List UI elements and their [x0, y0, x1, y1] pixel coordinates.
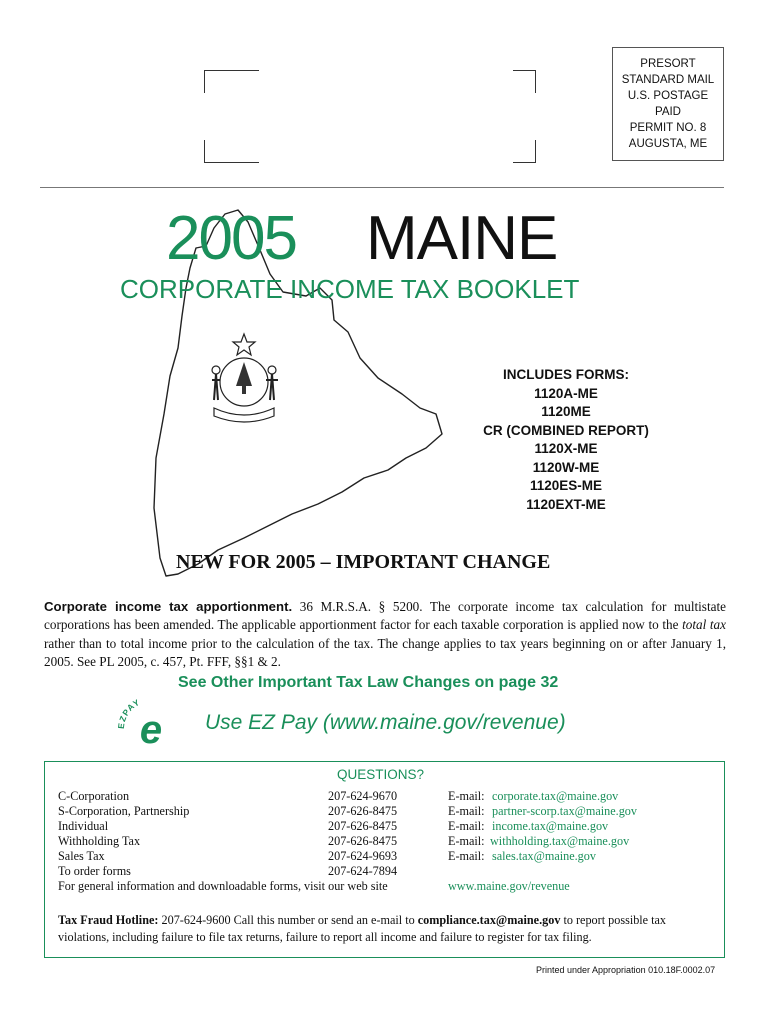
form-item: 1120EXT-ME	[526, 496, 606, 512]
contact-phone: 207-626-8475	[328, 804, 398, 818]
form-item: 1120ES-ME	[529, 478, 603, 493]
email-label: E-mail:	[448, 849, 485, 863]
form-item: 1120ME	[541, 404, 591, 419]
form-item: 1120W-ME	[532, 459, 600, 475]
ezpay-letter: e	[139, 708, 163, 752]
forms-heading: INCLUDES FORMS:	[503, 367, 629, 382]
postage-line: AUGUSTA, ME	[628, 138, 708, 150]
svg-text:EZPAY	[116, 697, 142, 730]
contact-label: Individual	[58, 819, 109, 833]
included-forms-list	[466, 366, 666, 514]
web-site-link[interactable]: www.maine.gov/revenue	[448, 879, 570, 893]
maine-state-seal	[200, 330, 288, 430]
notice-emphasis: total tax	[682, 617, 726, 633]
form-item: 1120A-ME	[534, 385, 598, 401]
contact-phone: 207-626-8475	[328, 834, 398, 848]
email-label: E-mail:	[448, 789, 485, 803]
important-change-heading: NEW FOR 2005 – IMPORTANT CHANGE	[176, 551, 551, 573]
email-label: E-mail:	[448, 819, 485, 833]
fraud-text: 207-624-9600 Call this number or send an e-mail to	[158, 913, 418, 927]
contact-email-link[interactable]: corporate.tax@maine.gov	[492, 789, 619, 803]
contact-label: Withholding Tax	[58, 834, 141, 848]
booklet-year: 2005	[166, 204, 296, 273]
notice-lead: Corporate income tax apportionment.	[44, 599, 293, 614]
postage-line: PRESORT	[640, 58, 696, 70]
notice-text: 36 M.R.S.A. § 5200. The corporate income tax calculation for multistate corporations has been amended. The applicable apportionment factor for each taxable corporation is applied now to the	[44, 599, 726, 633]
ezpay-ring-text: EZPAY	[116, 696, 142, 730]
postage-line: U.S. POSTAGE	[627, 90, 709, 102]
contact-email-link[interactable]: partner-scorp.tax@maine.gov	[492, 804, 637, 818]
contact-phone: 207-624-9670	[328, 789, 398, 803]
divider	[40, 187, 724, 188]
form-item: 1120X-ME	[534, 441, 598, 456]
contact-email-link[interactable]: withholding.tax@maine.gov	[490, 834, 630, 848]
fraud-label: Tax Fraud Hotline:	[58, 913, 159, 927]
booklet-state: MAINE	[366, 204, 558, 273]
postage-line: PERMIT NO. 8	[629, 122, 707, 134]
address-corner-mark	[204, 140, 259, 163]
contact-email-link[interactable]: income.tax@maine.gov	[492, 819, 609, 833]
ezpay-logo	[116, 694, 186, 764]
web-site-text: For general information and downloadable forms, visit our web site	[58, 879, 388, 893]
postage-indicia	[612, 47, 724, 161]
contact-label: To order forms	[58, 864, 131, 878]
address-corner-mark	[513, 140, 536, 163]
contact-email-link[interactable]: sales.tax@maine.gov	[492, 849, 596, 863]
apportionment-notice	[44, 598, 726, 671]
postage-line: STANDARD MAIL	[621, 74, 715, 86]
notice-text: rather than to total income prior to the calculation of the tax. The change applies to tax years beginning on or after January 1, 2005. See PL 2005, c. 457, Pt. FFF, §§1 & 2.	[44, 635, 726, 669]
ezpay-text: Use EZ Pay (www.maine.gov/revenue)	[205, 711, 566, 734]
contact-phone: 207-624-7894	[328, 864, 398, 878]
address-corner-mark	[513, 70, 536, 93]
contact-phone: 207-624-9693	[328, 849, 398, 863]
fraud-text: to report possible tax violations, including failure to file tax returns, failure to report all income and failure to register for tax filing.	[58, 913, 667, 944]
contact-label: Sales Tax	[58, 849, 105, 863]
compliance-email-link[interactable]: compliance.tax@maine.gov	[417, 913, 561, 927]
contact-label: S-Corporation, Partnership	[58, 804, 190, 818]
email-label: E-mail:	[448, 834, 485, 848]
postage-line: PAID	[655, 106, 681, 118]
see-other-changes: See Other Important Tax Law Changes on page 32	[178, 674, 559, 691]
printed-under-appropriation: Printed under Appropriation 010.18F.0002.07	[536, 965, 716, 975]
email-label: E-mail:	[448, 804, 485, 818]
form-item: CR (COMBINED REPORT)	[483, 422, 649, 438]
booklet-subtitle: CORPORATE INCOME TAX BOOKLET	[120, 274, 580, 304]
contact-phone: 207-626-8475	[328, 819, 398, 833]
contact-label: C-Corporation	[58, 789, 130, 803]
questions-title: QUESTIONS?	[337, 767, 425, 782]
address-corner-mark	[204, 70, 259, 93]
tax-fraud-hotline	[58, 912, 718, 945]
